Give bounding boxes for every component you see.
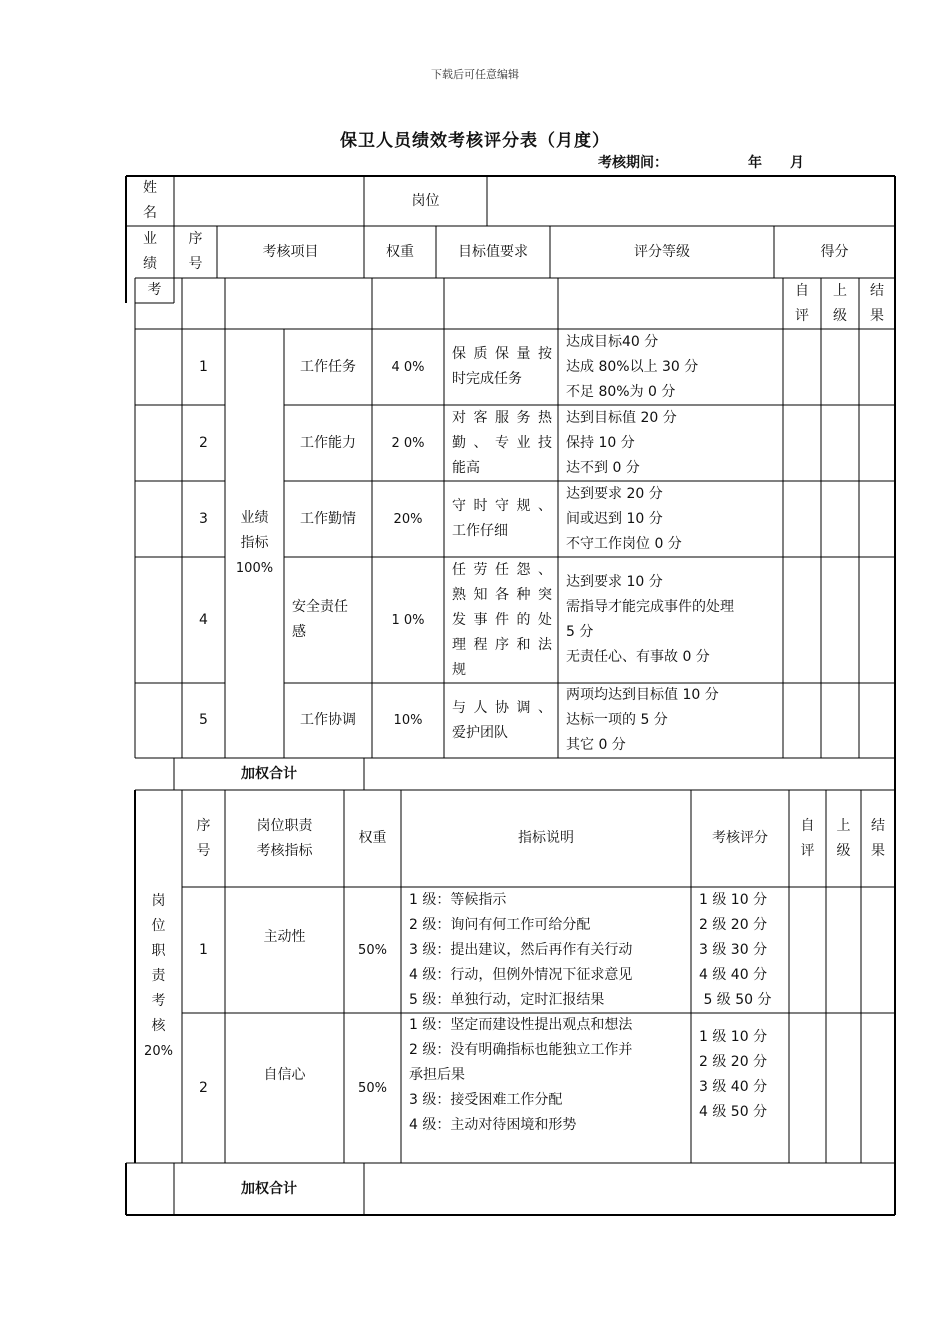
perf-row-grade: 达到目标值 20 分 保持 10 分 达不到 0 分	[566, 409, 677, 476]
perf-row-target: 对客服务热 勤、专业技 能高	[452, 409, 552, 476]
perf-row-weight: 10%	[393, 713, 423, 728]
position-field[interactable]	[487, 176, 895, 226]
perf-group-label: 业绩 指标 100%	[235, 510, 274, 576]
item-header: 考核项目	[262, 243, 319, 260]
perf-row-grade: 达成目标40 分 达成 80%以上 30 分 不足 80%为 0 分	[566, 333, 699, 400]
duty-side-label: 岗 位 职 责 考 核 20%	[144, 893, 173, 1059]
perf-row-target: 保质保量按 时完成任务	[452, 346, 552, 387]
self-eval-header: 自 评	[795, 282, 809, 324]
perf-row-target: 与人协调、 爱护团队	[452, 699, 552, 741]
period-year: 年	[748, 155, 762, 171]
weighted-total-field-2[interactable]	[364, 1163, 895, 1215]
duty-row-desc: 1 级：等候指示 2 级：询问有何工作可给分配 3 级：提出建议，然后再作有关行动 4 级：行动，但例外情况下征求意见 5 级：单独行动，定时汇报结果	[409, 891, 633, 1008]
perf-row-item: 工作任务	[300, 358, 356, 375]
weighted-total-label-2: 加权合计	[241, 1180, 297, 1197]
perf-row-seq: 4	[199, 611, 208, 628]
duty-row-weight: 50%	[358, 1080, 387, 1096]
name-field[interactable]	[174, 176, 364, 226]
duty-weight-header: 权重	[358, 830, 387, 846]
duty-seq-header: 序 号	[196, 817, 211, 859]
target-header: 目标值要求	[458, 243, 528, 260]
duty-item-header: 岗位职责 考核指标	[256, 817, 313, 859]
weighted-total-label: 加权合计	[241, 765, 297, 782]
page-title: 保卫人员绩效考核评分表（月度）	[340, 131, 610, 151]
duty-row-seq: 1	[199, 941, 208, 958]
name-label: 姓 名	[143, 180, 157, 221]
position-label: 岗位	[411, 192, 440, 209]
perf-row-item: 工作勤情	[300, 510, 356, 527]
perf-row-grade: 达到要求 10 分 需指导才能完成事件的处理 5 分 无责任心、有事故 0 分	[566, 574, 734, 665]
duty-self-header: 自 评	[800, 817, 815, 859]
grade-header: 评分等级	[634, 243, 690, 260]
perf-row-item: 工作能力	[300, 434, 356, 451]
period-label: 考核期间：	[598, 155, 668, 171]
duty-row-item: 主动性	[263, 928, 306, 945]
duty-row-score: 1 级 10 分 2 级 20 分 3 级 40 分 4 级 50 分	[699, 1029, 768, 1120]
weighted-total-field[interactable]	[364, 758, 895, 790]
perf-row-weight: 2 0%	[391, 435, 425, 451]
header-note: 下载后可任意编辑	[431, 68, 519, 81]
perf-row-seq: 3	[199, 510, 208, 527]
duty-row-item: 自信心	[263, 1067, 306, 1083]
perf-row-weight: 20%	[393, 511, 423, 527]
duty-row-desc: 1 级：坚定而建设性提出观点和想法 2 级：没有明确指标也能独立工作并 承担后果 3 级：接受困难工作分配 4 级：主动对待困境和形势	[409, 1017, 633, 1133]
result-header: 结 果	[870, 282, 884, 324]
duty-score-header: 考核评分	[712, 830, 768, 846]
perf-side-label-3: 考	[147, 282, 162, 298]
weight-header: 权重	[386, 243, 414, 260]
perf-row-grade: 达到要求 20 分 间或迟到 10 分 不守工作岗位 0 分	[566, 485, 682, 552]
duty-desc-header: 指标说明	[518, 830, 574, 846]
score-header: 得分	[820, 243, 849, 260]
perf-row-seq: 2	[199, 434, 208, 451]
period-month: 月	[790, 155, 804, 171]
perf-row-target: 任劳任怨、 熟知各种突 发事件的处 理程序和法 规	[452, 561, 552, 678]
perf-row-seq: 1	[199, 358, 208, 375]
supervisor-header: 上 级	[833, 282, 847, 324]
perf-row-weight: 1 0%	[391, 612, 425, 628]
duty-row-seq: 2	[199, 1079, 208, 1096]
seq-header: 序 号	[188, 231, 203, 272]
duty-result-header: 结 果	[871, 817, 885, 859]
perf-row-seq: 5	[199, 712, 208, 728]
perf-row-grade: 两项均达到目标值 10 分 达标一项的 5 分 其它 0 分	[566, 687, 719, 753]
duty-row-weight: 50%	[358, 942, 387, 958]
perf-row-weight: 4 0%	[391, 359, 425, 375]
duty-row-score: 1 级 10 分 2 级 20 分 3 级 30 分 4 级 40 分 5 级 50 分	[699, 891, 772, 1008]
perf-side-label: 业 绩	[143, 231, 157, 272]
perf-row-item: 工作协调	[300, 712, 356, 728]
perf-row-target: 守时守规、 工作仔细	[452, 498, 552, 539]
duty-sup-header: 上 级	[836, 817, 851, 859]
perf-row-item: 安全责任 感	[292, 599, 348, 640]
